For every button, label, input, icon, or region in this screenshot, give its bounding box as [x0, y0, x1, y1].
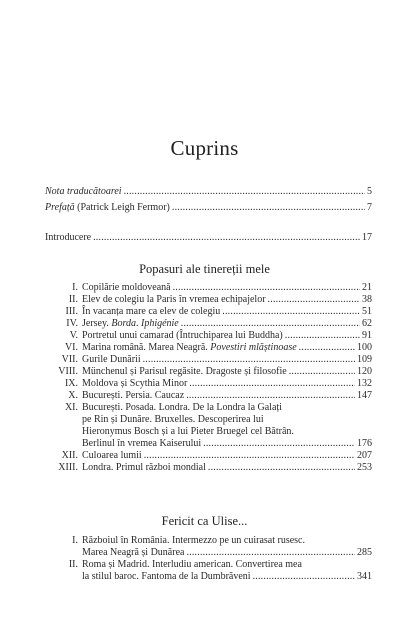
leader-dots: [143, 354, 355, 366]
page-number: 7: [367, 202, 372, 213]
leader-dots: [208, 462, 355, 474]
chapter-title-line: Războiul în România. Intermezzo pe un cuirasat rusesc.: [82, 535, 305, 546]
page-number: 5: [367, 186, 372, 197]
chapter-number: XII.: [61, 450, 78, 461]
chapter-number: IV.: [66, 318, 78, 329]
chapter-number: VI.: [64, 342, 78, 353]
page-number: 62: [362, 318, 372, 329]
chapter-number: I.: [72, 282, 78, 293]
part1-chapter-13[interactable]: [45, 462, 372, 474]
chapter-title-line: București. Persia. Caucaz: [82, 390, 185, 401]
entry-label: Introducere: [45, 232, 92, 243]
page-number: 341: [357, 571, 372, 582]
page-number: 17: [362, 232, 372, 243]
page-number: 109: [357, 354, 372, 365]
part1-chapter-6[interactable]: [45, 342, 372, 354]
chapter-title-line: Portretul unui camarad (Întruchiparea lui Buddha): [82, 330, 283, 341]
chapter-title-line: Marea Neagră și Dunărea: [82, 547, 185, 558]
leader-dots: [172, 202, 365, 214]
leader-dots: [173, 282, 360, 294]
leader-dots: [186, 547, 355, 559]
chapter-title-line: Jersey. Borda. Iphigénie: [82, 318, 179, 329]
part1-chapter-10[interactable]: [45, 390, 372, 402]
chapter-title-line: În vacanța mare ca elev de colegiu: [82, 306, 221, 317]
chapter-number: II.: [68, 559, 78, 570]
part1-chapter-list: [45, 282, 372, 474]
leader-dots: [181, 318, 360, 330]
chapter-title-line: Culoarea lumii: [82, 450, 142, 461]
part1-chapter-4[interactable]: [45, 318, 372, 330]
page-title: Cuprins: [170, 136, 239, 160]
part1-chapter-9[interactable]: [45, 378, 372, 390]
chapter-title-line: Berlinul în vremea Kaiserului: [82, 438, 202, 449]
chapter-title-line: Gurile Dunării: [82, 354, 141, 365]
page-number: 21: [362, 282, 372, 293]
chapter-title-line: Hieronymus Bosch și a lui Pieter Bruegel cel Bătrân.: [82, 426, 294, 437]
page-number: 147: [357, 390, 372, 401]
chapter-title-line: București. Posada. Londra. De la Londra la Galați: [82, 402, 282, 413]
part1-chapter-2[interactable]: [45, 294, 372, 306]
toc-entry-translator-note[interactable]: [45, 186, 372, 198]
leader-dots: [289, 366, 355, 378]
part1-chapter-1[interactable]: [45, 282, 372, 294]
leader-dots: [144, 450, 355, 462]
part2-chapter-1[interactable]: [45, 535, 372, 559]
page-number: 285: [357, 547, 372, 558]
leader-dots: [222, 306, 360, 318]
leader-dots: [93, 232, 360, 244]
page-number: 100: [357, 342, 372, 353]
chapter-number: XIII.: [58, 462, 78, 473]
chapter-number: III.: [65, 306, 78, 317]
leader-dots: [253, 571, 355, 583]
part1-heading: Popasuri ale tinereții mele: [139, 262, 270, 276]
page-number: 176: [357, 438, 372, 449]
toc-entry-introduction[interactable]: [45, 232, 372, 244]
page-number: 253: [357, 462, 372, 473]
part1-chapter-3[interactable]: [45, 306, 372, 318]
page-number: 38: [362, 294, 372, 305]
chapter-number: V.: [69, 330, 78, 341]
chapter-title-line: Marina română. Marea Neagră. Povestiri mlăștinoase: [82, 342, 297, 353]
chapter-number: II.: [68, 294, 78, 305]
part2-heading: Fericit ca Ulise...: [161, 514, 248, 528]
chapter-title-line: Roma și Madrid. Interludiu american. Convertirea mea: [82, 559, 302, 570]
part1-chapter-5[interactable]: [45, 330, 372, 342]
leader-dots: [268, 294, 360, 306]
leader-dots: [124, 186, 365, 198]
page-number: 91: [362, 330, 372, 341]
chapter-title-line: Copilărie moldoveană: [82, 282, 171, 293]
chapter-title-line: Münchenul și Parisul regăsite. Dragoste și filosofie: [82, 366, 287, 377]
part1-chapter-7[interactable]: [45, 354, 372, 366]
leader-dots: [203, 438, 355, 450]
toc-entry-preface[interactable]: [45, 202, 372, 214]
chapter-number: VII.: [61, 354, 78, 365]
entry-label: Nota traducătoarei: [45, 186, 122, 197]
chapter-title-line: Elev de colegiu la Paris în vremea echipajelor: [82, 294, 266, 305]
chapter-title-line: la stilul baroc. Fantoma de la Dumbrăveni: [82, 571, 251, 582]
part1-chapter-12[interactable]: [45, 450, 372, 462]
part2-chapter-list: [45, 535, 372, 583]
page-number: 120: [357, 366, 372, 377]
chapter-number: XI.: [64, 402, 78, 413]
page-number: 51: [362, 306, 372, 317]
chapter-title-line: Moldova și Scythia Minor: [82, 378, 188, 389]
leader-dots: [299, 342, 355, 354]
part1-chapter-8[interactable]: [45, 366, 372, 378]
chapter-number: I.: [72, 535, 78, 546]
entry-label: Prefață: [45, 202, 75, 213]
chapter-number: IX.: [64, 378, 78, 389]
chapter-title-line: Londra. Primul război mondial: [82, 462, 206, 473]
entry-label-extra: (Patrick Leigh Fermor): [74, 202, 170, 213]
chapter-number: VIII.: [58, 366, 78, 377]
chapter-title-line: pe Rin și Dunăre. Bruxelles. Descoperirea lui: [82, 414, 264, 425]
leader-dots: [285, 330, 360, 342]
page-number: 207: [357, 450, 372, 461]
leader-dots: [186, 390, 355, 402]
leader-dots: [189, 378, 355, 390]
part2-chapter-2[interactable]: [45, 559, 372, 583]
part1-chapter-11[interactable]: [45, 402, 372, 450]
page-number: 132: [357, 378, 372, 389]
chapter-number: X.: [68, 390, 78, 401]
